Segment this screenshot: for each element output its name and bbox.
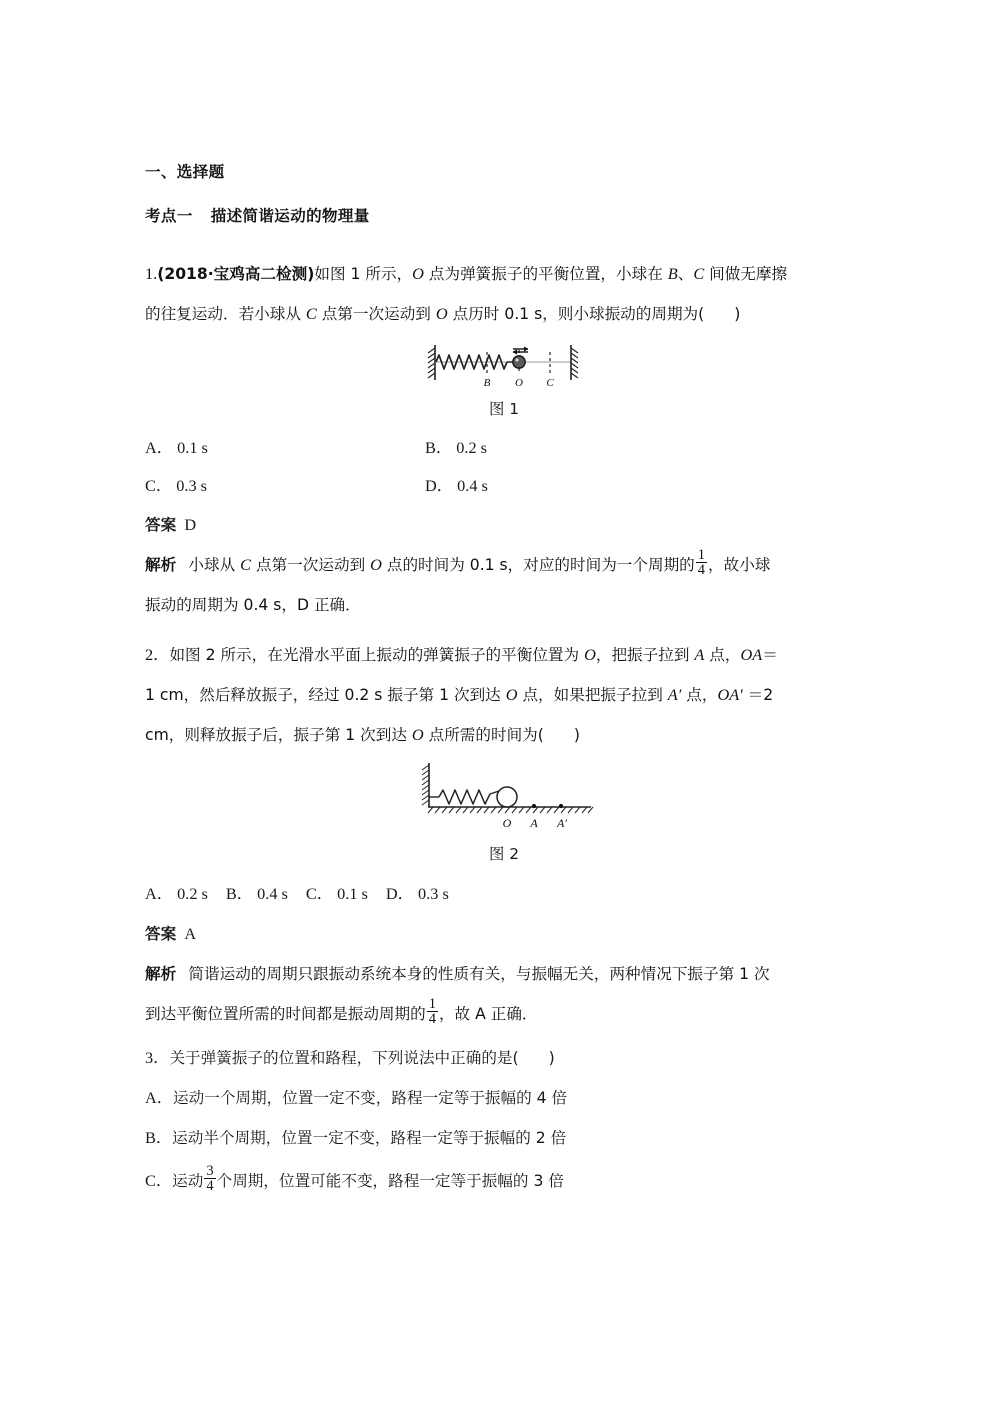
q2-line1-c: 点， — [704, 646, 741, 664]
q2-line2-a: 1 cm，然后释放振子，经过 0.2 s 振子第 1 次到达 — [145, 686, 506, 704]
option-A-key: A． — [145, 438, 174, 457]
answer-label: 答案 — [145, 925, 177, 943]
document-content — [145, 160, 863, 1204]
figure-2-label-A-prime: A′ — [557, 816, 567, 830]
figure-2-caption-text: 图 2 — [488, 845, 520, 863]
oscillator-ball — [497, 787, 517, 807]
q1-line2-b: 点第一次运动到 — [316, 305, 436, 323]
topic-heading-text: 描述简谐运动的物理量 — [210, 207, 370, 225]
q1-analysis-point-O: O — [370, 555, 382, 574]
motion-arrow-icon — [513, 347, 529, 355]
option-A-key: A． — [145, 884, 174, 903]
topic-heading — [145, 204, 863, 226]
option-B[interactable] — [425, 429, 705, 467]
q2-line3-a: cm，则释放振子后，振子第 1 次到达 — [145, 726, 412, 744]
q1-answer-blank — [704, 304, 734, 323]
q1-line2-point-O: O — [435, 304, 448, 323]
q1-line1-a: 如图 1 所示， — [314, 265, 413, 283]
fraction-numerator: 1 — [428, 995, 436, 1012]
option-D[interactable] — [386, 884, 449, 903]
topic-heading-label: 考点一 — [145, 207, 193, 225]
option-A-text: 0.2 s — [177, 884, 208, 903]
option-C-fraction — [204, 1164, 215, 1195]
question-3-option-A[interactable] — [145, 1078, 863, 1118]
q2-analysis-fraction — [427, 997, 438, 1028]
q1-line1-point-B: B — [667, 264, 678, 283]
option-C-key: C． — [145, 1171, 173, 1190]
q1-line1-c: 、 — [677, 265, 694, 283]
q1-line1-point-O: O — [412, 264, 424, 283]
q2-line1-b: ，把振子拉到 — [595, 646, 695, 664]
question-1-source: (2018·宝鸡高二检测) — [157, 265, 315, 283]
left-wall-hatching — [428, 348, 435, 378]
answer-value: D — [184, 515, 197, 534]
q1-line1-b: 点为弹簧振子的平衡位置，小球在 — [423, 265, 668, 283]
question-2-analysis — [145, 954, 863, 1034]
option-C-key: C． — [145, 476, 173, 495]
q2-analysis-line1: 简谐运动的周期只跟振动系统本身的性质有关，与振幅无关，两种情况下振子第 1 次 — [188, 965, 770, 983]
answer-label: 答案 — [145, 516, 177, 534]
figure-1-diagram — [419, 340, 589, 388]
q2-analysis-line2-b: ，故 A 正确． — [438, 1005, 538, 1023]
option-B-key: B． — [225, 884, 254, 903]
option-A-key: A． — [145, 1088, 174, 1107]
q1-analysis-a: 小球从 — [188, 556, 241, 574]
option-C-text: 0.1 s — [337, 884, 368, 903]
option-C-prefix: 运动 — [172, 1172, 204, 1190]
fraction-numerator: 1 — [697, 546, 706, 563]
option-B-text: 运动半个周期，位置一定不变，路程一定等于振幅的 2 倍 — [172, 1129, 567, 1147]
q2-line2-b: 点，如果把振子拉到 — [517, 686, 668, 704]
q1-line1-point-C: C — [693, 264, 705, 283]
q1-line2-point-C: C — [305, 304, 317, 323]
option-C[interactable] — [145, 467, 425, 505]
figure-1-caption — [145, 397, 863, 419]
figure-1-label-O: O — [515, 377, 523, 388]
q2-line2-c: 点， — [681, 686, 718, 704]
option-A[interactable] — [145, 884, 208, 903]
q2-answer-blank — [544, 725, 574, 744]
question-3-option-B[interactable] — [145, 1118, 863, 1158]
q1-line2-c: 点历时 0.1 s，则小球振动的周期为( — [447, 305, 705, 323]
option-D-text: 0.4 s — [457, 476, 488, 495]
figure-2 — [145, 761, 863, 838]
q1-analysis-point-C: C — [240, 555, 252, 574]
q2-line2-point-O: O — [505, 685, 518, 704]
option-D-text: 0.3 s — [418, 884, 449, 903]
fraction-denominator: 4 — [428, 1011, 436, 1028]
q1-line1-d: 间做无摩擦 — [704, 265, 788, 283]
spring-coil — [429, 790, 499, 804]
q1-line2-a: 的往复运动．若小球从 — [145, 305, 306, 323]
q2-line1-point-A: A — [694, 645, 705, 664]
marker-dot-A-prime — [559, 804, 563, 808]
fraction-numerator: 3 — [206, 1162, 214, 1179]
option-B-key: B． — [425, 438, 453, 457]
q2-line3-b: 点所需的时间为( — [423, 726, 544, 744]
option-A-text: 0.1 s — [177, 438, 208, 457]
option-D-key: D． — [425, 476, 454, 495]
option-B-key: B． — [145, 1128, 173, 1147]
q2-line1-point-O: O — [584, 645, 596, 664]
q2-line3-c: ) — [573, 726, 580, 744]
q2-line2-d: ＝2 — [742, 686, 774, 704]
q2-line1-a: 如图 2 所示，在光滑水平面上振动的弹簧振子的平衡位置为 — [169, 646, 585, 664]
q3-answer-blank — [519, 1048, 549, 1067]
options-row-1 — [145, 429, 863, 467]
q1-line2-d: ) — [734, 305, 741, 323]
figure-2-diagram — [413, 761, 595, 833]
q2-line3-point-O: O — [411, 725, 424, 744]
fraction-denominator: 4 — [697, 562, 706, 579]
question-2-number: 2． — [145, 645, 170, 664]
analysis-label: 解析 — [145, 965, 177, 983]
right-wall-hatching — [571, 348, 578, 378]
figure-2-label-A: A — [530, 816, 538, 830]
oscillator-ball — [513, 356, 525, 368]
q1-analysis-line2: 振动的周期为 0.4 s，D 正确． — [145, 596, 361, 614]
option-A-text: 运动一个周期，位置一定不变，路程一定等于振幅的 4 倍 — [173, 1089, 568, 1107]
q2-analysis-line2-a: 到达平衡位置所需的时间都是振动周期的 — [145, 1005, 426, 1023]
answer-value: A — [184, 924, 197, 943]
option-C-suffix: 个周期，位置可能不变，路程一定等于振幅的 3 倍 — [216, 1172, 564, 1190]
figure-1-caption-text: 图 1 — [488, 400, 520, 418]
q2-line2-OA-prime: OA′ — [717, 685, 743, 704]
q3-stem-b: ) — [548, 1049, 555, 1067]
figure-2-caption — [145, 842, 863, 864]
q1-analysis-d: ，故小球 — [708, 556, 771, 574]
question-2-stem — [145, 635, 863, 755]
question-1-answer — [145, 505, 863, 545]
question-3-stem — [145, 1038, 863, 1078]
figure-1 — [145, 340, 863, 393]
section-heading: 一、选择题 — [145, 163, 225, 181]
question-3-number: 3． — [145, 1048, 170, 1067]
question-2-answer — [145, 914, 863, 954]
question-1-number: 1. — [145, 264, 158, 283]
question-1-stem — [145, 254, 863, 334]
q2-line2-point-A-prime: A′ — [667, 685, 682, 704]
option-C-key: C． — [305, 884, 334, 903]
figure-1-label-C: C — [546, 377, 554, 388]
q1-analysis-b: 点第一次运动到 — [251, 556, 371, 574]
analysis-label: 解析 — [145, 556, 177, 574]
q2-line1-OA: OA — [740, 645, 763, 664]
q1-analysis-fraction — [696, 548, 707, 579]
figure-1-label-B: B — [483, 377, 491, 388]
option-A[interactable] — [145, 429, 425, 467]
question-2-options — [145, 874, 863, 914]
q1-analysis-c: 点的时间为 0.1 s，对应的时间为一个周期的 — [381, 556, 695, 574]
fraction-denominator: 4 — [206, 1178, 214, 1195]
option-C[interactable] — [306, 884, 368, 903]
option-C-text: 0.3 s — [176, 476, 207, 495]
option-B-text: 0.4 s — [257, 884, 288, 903]
ground-hatching — [428, 807, 593, 813]
option-D-key: D． — [385, 884, 414, 903]
q2-line1-d: ＝ — [762, 646, 778, 664]
question-3-option-C[interactable] — [145, 1158, 863, 1204]
option-B-text: 0.2 s — [456, 438, 487, 457]
marker-dot-A — [532, 804, 536, 808]
ball-highlight — [515, 358, 518, 361]
question-1-analysis — [145, 545, 863, 625]
figure-2-label-O: O — [502, 816, 512, 830]
option-D[interactable] — [425, 467, 705, 505]
question-1-options — [145, 429, 863, 505]
options-row-2 — [145, 467, 863, 505]
q3-stem-a: 关于弹簧振子的位置和路程，下列说法中正确的是( — [169, 1049, 519, 1067]
option-B[interactable] — [226, 884, 288, 903]
vertical-wall-hatching — [422, 765, 429, 805]
